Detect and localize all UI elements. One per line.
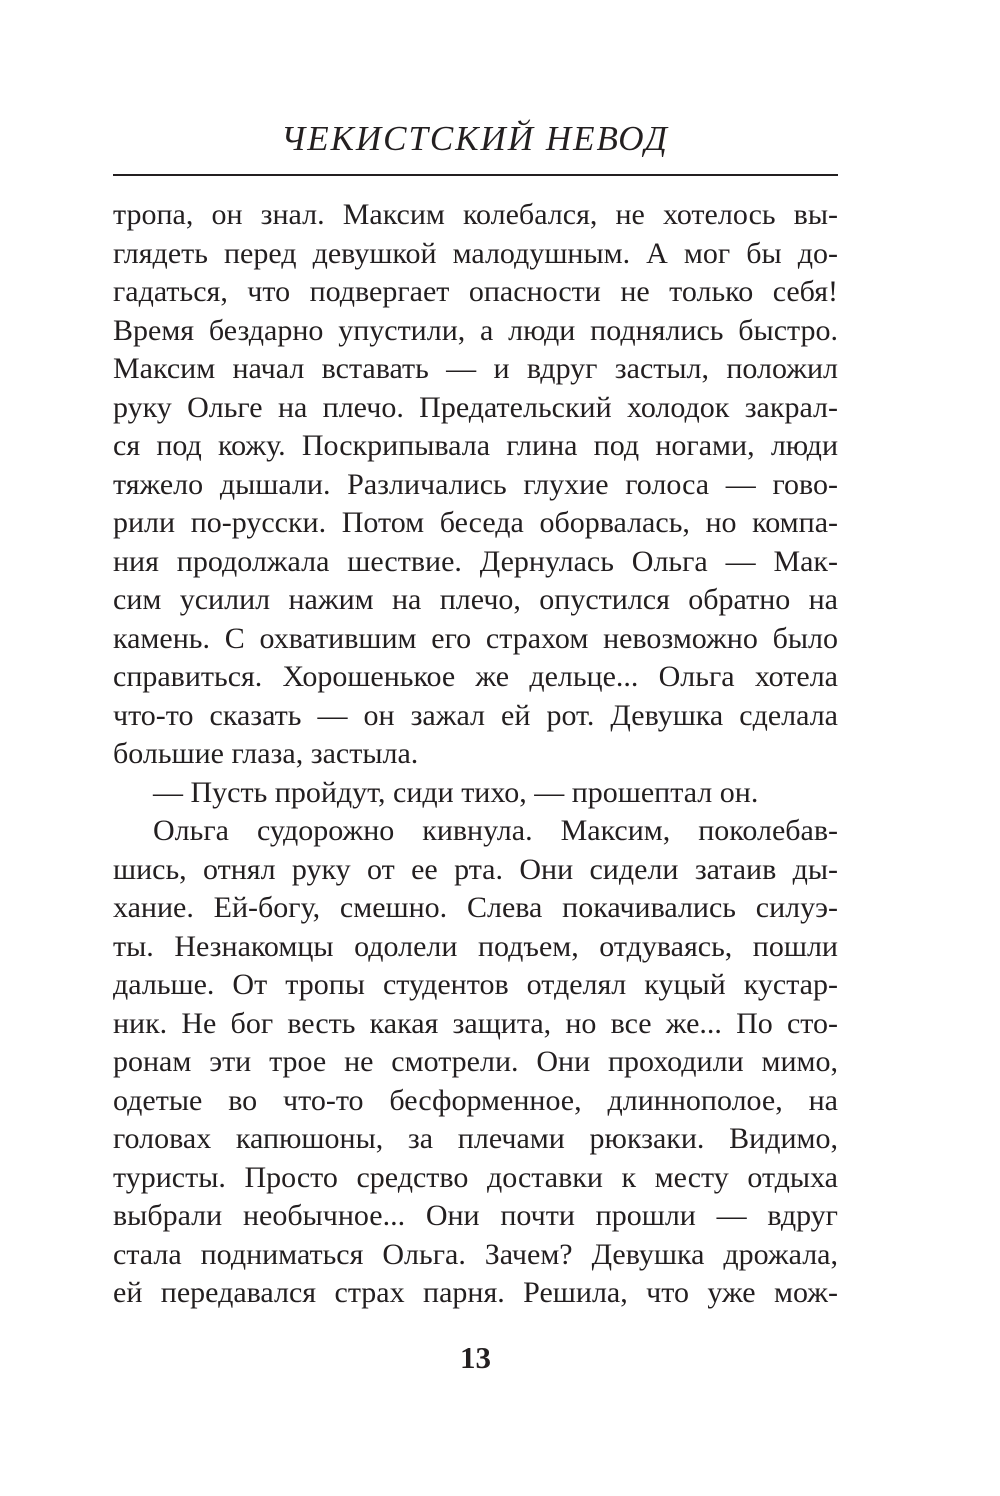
text-line: тропа, он знал. Максим колебался, не хотелось вы- [113,198,838,231]
header-rule [113,174,838,176]
text-line: сим усилил нажим на плечо, опустился обратно на [113,583,838,616]
running-head: ЧЕКИСТСКИЙ НЕВОД [281,119,669,158]
text-line: руку Ольге на плечо. Предательский холодок закрал- [113,390,838,424]
text-line: ник. Не бог весть какая защита, но все же... По сто- [113,1006,838,1040]
text-line: справиться. Хорошенькое же дельце... Ольга хотела [113,660,838,693]
text-line: камень. С охватившим его страхом невозможно было [113,621,838,655]
body-text [113,196,838,1313]
text-line: Время бездарно упустили, а люди поднялись быстро. [113,313,838,347]
text-line: дальше. От тропы студентов отделял куцый кустар- [113,968,838,1001]
text-line: тяжело дышали. Различались глухие голоса — гово- [113,467,838,501]
text-line: туристы. Просто средство доставки к месту отдыха [113,1160,838,1194]
text-line: что-то сказать — он зажал ей рот. Девушка сделала [113,698,838,732]
page-number: 13 [460,1340,491,1375]
text-line: Ольга судорожно кивнула. Максим, поколебав- [153,814,838,847]
text-line: выбрали необычное... Они почти прошли — вдруг [113,1199,838,1232]
text-line: шись, отнял руку от ее рта. Они сидели затаив ды- [113,852,838,886]
text-line: ты. Незнакомцы одолели подъем, отдуваясь, пошли [113,929,838,963]
text-line: рили по-русски. Потом беседа оборвалась, но компа- [113,506,838,539]
text-line: ния продолжала шествие. Дернулась Ольга — Мак- [113,544,838,578]
text-line: ей передавался страх парня. Решила, что уже мож- [113,1276,838,1309]
text-line: глядеть перед девушкой малодушным. А мог бы до- [113,236,838,270]
dialogue-line: — Пусть пройдут, сиди тихо, — прошептал он. [153,775,759,809]
text-line: одетые во что-то бесформенное, длиннополое, на [113,1083,838,1117]
text-line: большие глаза, застыла. [113,737,419,770]
text-line: стала подниматься Ольга. Зачем? Девушка дрожала, [113,1237,838,1271]
text-line: ронам эти трое не смотрели. Они проходили мимо, [113,1045,838,1078]
text-line: хание. Ей-богу, смешно. Слева покачивались силуэ- [113,891,838,924]
text-line: головах капюшоны, за плечами рюкзаки. Видимо, [113,1122,838,1155]
text-line: гадаться, что подвергает опасности не только себя! [113,275,838,308]
text-line: ся под кожу. Поскрипывала глина под ногами, люди [113,429,838,462]
text-line: Максим начал вставать — и вдруг застыл, положил [113,352,838,385]
